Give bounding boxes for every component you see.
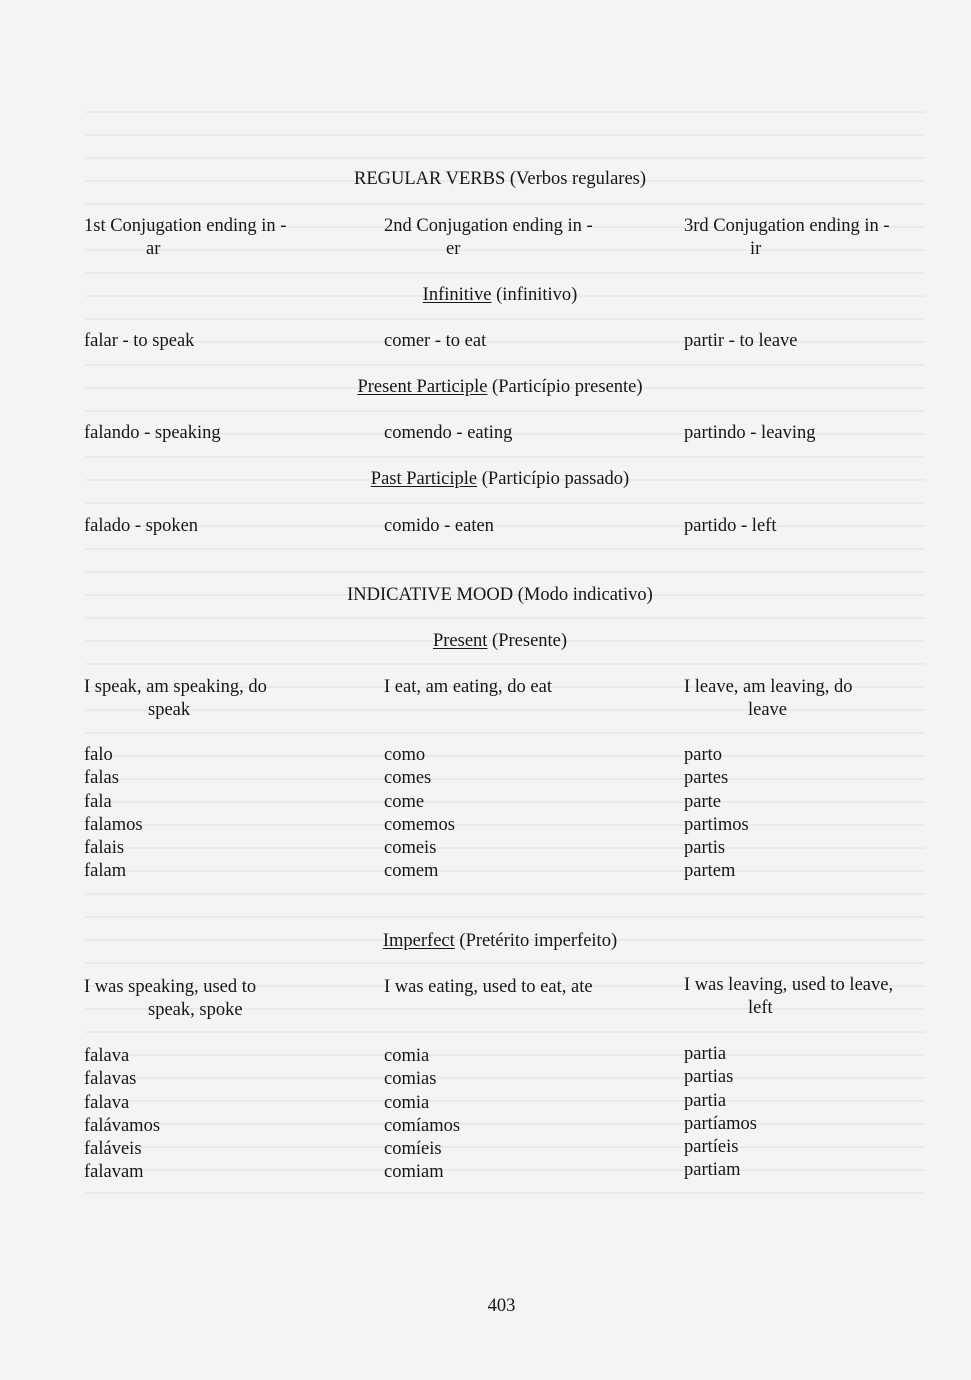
- verb-form: fala: [84, 791, 112, 812]
- verb-form: faláveis: [84, 1139, 142, 1160]
- verb-form: comiam: [384, 1162, 444, 1183]
- present-heading: Present (Presente): [432, 631, 568, 651]
- present-participle-ir: partindo - leaving: [684, 423, 816, 443]
- verb-form: falava: [84, 1046, 130, 1066]
- imperfect-forms-ar: [84, 1045, 314, 1185]
- verb-form: partimos: [684, 814, 749, 835]
- present-participle-er: comendo - eating: [384, 423, 513, 443]
- verb-form: comes: [384, 768, 432, 789]
- verb-form: comíamos: [384, 1115, 461, 1136]
- present-gloss-er: I eat, am eating, do eat: [384, 677, 552, 697]
- verb-form: partis: [684, 838, 726, 859]
- present-gloss-ir: I leave, am leaving, do leave: [684, 677, 853, 720]
- infinitive-ir: partir - to leave: [684, 331, 798, 351]
- conjugation-header-2: 2nd Conjugation ending in - er: [384, 216, 593, 259]
- verb-form: partias: [684, 1067, 734, 1088]
- infinitive-heading: Infinitive (infinitivo): [422, 285, 578, 305]
- verb-form: partem: [684, 861, 736, 882]
- verb-form: falas: [84, 768, 119, 789]
- verb-form: come: [384, 791, 425, 812]
- past-participle-er: comido - eaten: [384, 516, 494, 536]
- verb-form: partia: [684, 1044, 727, 1064]
- verb-form: partíamos: [684, 1113, 757, 1134]
- verb-form: falávamos: [84, 1115, 161, 1136]
- past-participle-ar: falado - spoken: [84, 516, 199, 536]
- present-participle-ar: falando - speaking: [84, 423, 221, 443]
- imperfect-gloss-er: I was eating, used to eat, ate: [384, 977, 593, 997]
- verb-form: comia: [384, 1092, 430, 1113]
- present-forms-ir: [684, 744, 924, 884]
- page-number: 403: [487, 1296, 516, 1316]
- verb-form: parte: [684, 791, 721, 812]
- infinitive-ar: falar - to speak: [84, 331, 195, 351]
- page-title: REGULAR VERBS (Verbos regulares): [353, 169, 647, 189]
- conjugation-header-3: 3rd Conjugation ending in - ir: [684, 216, 890, 259]
- verb-form: falo: [84, 745, 113, 765]
- verb-form: partes: [684, 768, 729, 789]
- verb-form: falavas: [84, 1069, 137, 1090]
- present-participle-heading: Present Participle (Particípio presente): [357, 377, 643, 397]
- imperfect-gloss-ar: I was speaking, used to speak, spoke: [84, 977, 257, 1020]
- imperfect-gloss-ir: I was leaving, used to leave, left: [684, 975, 894, 1018]
- indicative-mood-heading: INDICATIVE MOOD (Modo indicativo): [347, 585, 653, 605]
- verb-form: parto: [684, 745, 723, 765]
- infinitive-er: comer - to eat: [384, 331, 487, 351]
- verb-form: falava: [84, 1092, 130, 1113]
- conjugation-header-1: 1st Conjugation ending in - ar: [84, 216, 287, 259]
- verb-form: como: [384, 745, 426, 765]
- verb-form: comia: [384, 1046, 430, 1066]
- verb-form: partia: [684, 1090, 727, 1111]
- imperfect-forms-er: [384, 1045, 634, 1185]
- verb-form: falamos: [84, 814, 143, 835]
- present-gloss-ar: I speak, am speaking, do speak: [84, 677, 267, 720]
- verb-form: partiam: [684, 1160, 741, 1181]
- verb-form: falais: [84, 838, 125, 859]
- verb-form: comíeis: [384, 1139, 442, 1160]
- past-participle-heading: Past Participle (Particípio passado): [370, 469, 630, 489]
- verb-form: comemos: [384, 814, 455, 835]
- present-forms-er: [384, 744, 634, 884]
- verb-form: falam: [84, 861, 127, 882]
- imperfect-forms-ir: [684, 1043, 924, 1183]
- verb-form: comeis: [384, 838, 437, 859]
- verb-form: comias: [384, 1069, 437, 1090]
- past-participle-ir: partido - left: [684, 516, 777, 536]
- imperfect-heading: Imperfect (Pretérito imperfeito): [382, 931, 618, 951]
- present-forms-ar: [84, 744, 314, 884]
- verb-form: partíeis: [684, 1137, 739, 1158]
- verb-form: falavam: [84, 1162, 144, 1183]
- verb-form: comem: [384, 861, 439, 882]
